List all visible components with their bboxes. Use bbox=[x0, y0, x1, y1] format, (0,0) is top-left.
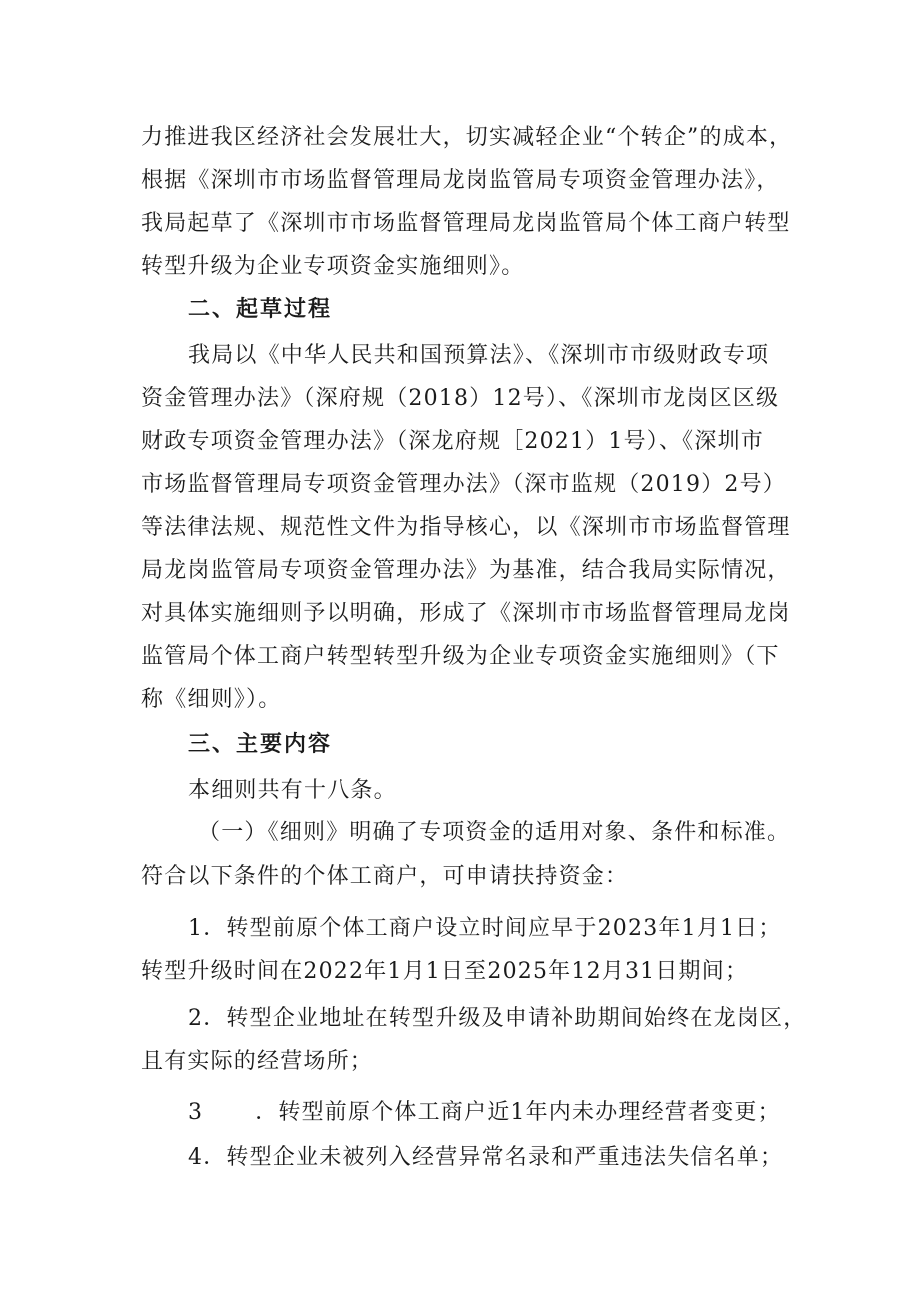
text-line: 对具体实施细则予以明确，形成了《深圳市市场监督管理局龙岗 bbox=[141, 601, 791, 626]
text-line: 监管局个体工商户转型转型升级为企业专项资金实施细则》（下 bbox=[141, 644, 780, 669]
text-line: 资金管理办法》（深府规（2018）12号）、《深圳市龙岗区区级 bbox=[141, 386, 780, 411]
text-line: 本细则共有十八条。 bbox=[188, 778, 397, 803]
text-line: 等法律法规、规范性文件为指导核心，以《深圳市市场监督管理 bbox=[141, 515, 791, 540]
text-line: 4．转型企业未被列入经营异常名录和严重违法失信名单； bbox=[188, 1145, 784, 1170]
item-number: 3 bbox=[188, 1100, 204, 1125]
text-line: 且有实际的经营场所； bbox=[141, 1049, 374, 1074]
text-line: 市场监督管理局专项资金管理办法》（深市监规（2019）2号） bbox=[141, 472, 786, 497]
section-heading: 三、主要内容 bbox=[188, 732, 333, 757]
text-line: 财政专项资金管理办法》（深龙府规［2021）1号）、《深圳市 bbox=[141, 429, 764, 454]
text-line: 我局以《中华人民共和国预算法》、《深圳市市级财政专项 bbox=[188, 343, 770, 368]
text-line: （一）《细则》明确了专项资金的适用对象、条件和标准。 bbox=[198, 820, 791, 845]
text-line: 符合以下条件的个体工商户，可申请扶持资金： bbox=[141, 864, 629, 889]
text-line bbox=[188, 1098, 781, 1128]
text-line: 我局起草了《深圳市市场监督管理局龙岗监管局个体工商户转型 bbox=[141, 211, 791, 236]
text-line: 根据《深圳市市场监督管理局龙岗监管局专项资金管理办法》， bbox=[141, 168, 780, 193]
text-line: 局龙岗监管局专项资金管理办法》为基准，结合我局实际情况， bbox=[141, 558, 791, 583]
text-line: 1．转型前原个体工商户设立时间应早于2023年1月1日； bbox=[188, 916, 782, 941]
text-line: 转型升级为企业专项资金实施细则》。 bbox=[141, 254, 525, 279]
text-line: 转型升级时间在2022年1月1日至2025年12月31日期间； bbox=[141, 959, 749, 984]
item-text: ．转型前原个体工商户近1年内未办理经营者变更； bbox=[255, 1100, 781, 1125]
text-line: 力推进我区经济社会发展壮大，切实减轻企业“个转企”的成本， bbox=[141, 125, 793, 150]
text-line: 2．转型企业地址在转型升级及申请补助期间始终在龙岗区， bbox=[188, 1006, 807, 1031]
text-line: 称《细则》）。 bbox=[141, 687, 282, 712]
section-heading: 二、起草过程 bbox=[188, 297, 333, 322]
